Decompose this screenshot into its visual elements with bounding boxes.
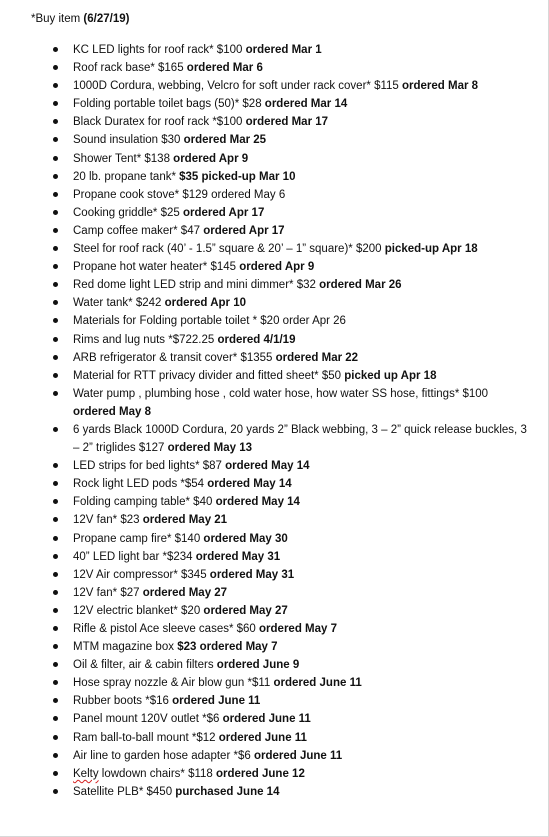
item-text (73, 750, 342, 762)
item-text (73, 641, 278, 653)
bullet-icon (53, 771, 58, 776)
bullet-icon (53, 192, 58, 197)
item-text (73, 279, 402, 291)
item-status: ordered May 7 (259, 623, 338, 635)
item-status: ordered Apr 17 (203, 224, 285, 237)
item-description: Roof rack base* $165 (73, 62, 187, 75)
item-status: ordered Mar 22 (275, 351, 359, 364)
list-item (31, 493, 538, 511)
item-text (73, 243, 478, 255)
item-description: Black Duratex for roof rack *$100 (73, 116, 246, 129)
list-item (31, 258, 538, 276)
list-item (31, 349, 538, 367)
item-description: LED strips for bed lights* $87 (73, 460, 226, 473)
item-text (73, 623, 337, 635)
item-text (73, 207, 264, 219)
bullet-icon (53, 463, 58, 468)
item-description: Cooking griddle* $25 (73, 206, 183, 219)
header-prefix: *Buy item (31, 13, 84, 25)
item-description: Materials for Folding portable toilet * $20 order Apr 26 (73, 315, 346, 328)
list-item (31, 475, 538, 493)
item-description: Ram ball-to-ball mount *$12 (73, 731, 219, 744)
item-description: 20 lb. propane tank* (73, 170, 180, 183)
item-text (73, 421, 538, 457)
bullet-icon (53, 626, 58, 631)
item-description: KC LED lights for roof rack* $100 (73, 44, 246, 56)
bullet-icon (53, 427, 58, 432)
item-text (73, 677, 362, 689)
list-item (31, 186, 538, 204)
item-description: Propane camp fire* $140 (73, 532, 204, 545)
list-item (31, 548, 538, 566)
list-item (31, 620, 538, 638)
list-item (31, 204, 538, 222)
item-text (73, 98, 347, 110)
item-description: 12V fan* $23 (73, 514, 143, 527)
bullet-icon (53, 716, 58, 721)
list-item (31, 584, 538, 602)
item-description: Folding camping table* $40 (73, 496, 216, 509)
item-status: ordered Apr 9 (239, 261, 315, 274)
item-text (73, 352, 358, 364)
list-item (31, 131, 538, 149)
item-status: ordered May 13 (167, 442, 252, 455)
item-text (73, 695, 260, 707)
item-text (73, 171, 295, 183)
bullet-icon (53, 536, 58, 541)
item-text (73, 569, 294, 581)
bullet-icon (53, 137, 58, 142)
bullet-icon (53, 590, 58, 595)
item-description: Propane hot water heater* $145 (73, 261, 240, 274)
bullet-icon (53, 662, 58, 667)
bullet-icon (53, 753, 58, 758)
bullet-icon (53, 680, 58, 685)
item-text (73, 551, 280, 563)
bullet-icon (53, 789, 58, 794)
item-text (73, 786, 279, 798)
item-description: Red dome light LED strip and mini dimmer* $32 (73, 279, 320, 292)
item-description: MTM magazine box (73, 641, 178, 654)
list-item (31, 530, 538, 548)
list-item (31, 602, 538, 620)
bullet-icon (53, 517, 58, 522)
item-description: Shower Tent* $138 (73, 152, 174, 165)
item-description: Material for RTT privacy divider and fitted sheet* $50 (73, 369, 345, 382)
bullet-icon (53, 337, 58, 342)
item-text (73, 80, 478, 92)
item-description: ARB refrigerator & transit cover* $1355 (73, 351, 276, 364)
bullet-icon (53, 101, 58, 106)
list-item (31, 41, 538, 59)
bullet-icon (53, 156, 58, 161)
item-status: ordered June 11 (172, 695, 261, 708)
list-item (31, 276, 538, 294)
item-status: ordered May 27 (203, 604, 288, 617)
item-description: 12V fan* $27 (73, 586, 143, 599)
list-item (31, 710, 538, 728)
list-item (31, 240, 538, 258)
list-item (31, 113, 538, 131)
item-status: ordered Mar 14 (264, 98, 348, 111)
item-status: ordered June 11 (218, 731, 307, 744)
bullet-icon (53, 282, 58, 287)
bullet-icon (53, 698, 58, 703)
item-description: Water pump , plumbing hose , cold water hose, how water SS hose, fittings* $100 (73, 387, 489, 400)
item-status: ordered Mar 6 (186, 62, 263, 75)
bullet-icon (53, 228, 58, 233)
bullet-icon (53, 355, 58, 360)
item-status: ordered May 27 (142, 586, 228, 599)
item-description: Oil & filter, air & cabin filters (73, 659, 217, 672)
item-status: ordered Apr 17 (182, 206, 265, 219)
bullet-icon (53, 264, 58, 269)
item-text (73, 334, 295, 346)
item-text (73, 713, 311, 725)
item-description: Panel mount 120V outlet *$6 (73, 713, 223, 726)
item-description: Sound insulation $30 (73, 134, 184, 147)
item-status: ordered June 11 (222, 713, 311, 726)
bullet-icon (53, 318, 58, 323)
item-description: lowdown chairs* $118 (98, 767, 216, 780)
item-status: ordered Apr 9 (173, 152, 249, 165)
list-item (31, 385, 538, 421)
item-description: 12V electric blanket* $20 (73, 604, 204, 617)
list-item (31, 656, 538, 674)
bullet-icon (53, 391, 58, 396)
list-item (31, 312, 538, 330)
list-item (31, 692, 538, 710)
item-text (73, 225, 285, 237)
item-text (73, 768, 305, 780)
item-status: ordered Mar 25 (183, 134, 267, 147)
list-item (31, 331, 538, 349)
item-text (73, 116, 328, 128)
list-item (31, 783, 538, 801)
header-date: (6/27/19) (83, 13, 130, 25)
item-status: $35 picked-up Mar 10 (179, 170, 296, 183)
item-text (73, 605, 288, 617)
item-text (73, 732, 307, 744)
item-status: ordered 4/1/19 (217, 333, 296, 346)
item-status: ordered May 30 (203, 532, 288, 545)
item-status: ordered May 31 (209, 568, 295, 581)
item-description: Folding portable toilet bags (50)* $28 (73, 98, 265, 111)
item-description: Steel for roof rack (40’ - 1.5” square & 20’ – 1” square)* $200 (73, 243, 385, 256)
list-item (31, 566, 538, 584)
item-status: ordered May 21 (142, 514, 228, 527)
bullet-icon (53, 644, 58, 649)
list-item (31, 638, 538, 656)
item-description: Rims and lug nuts *$722.25 (73, 333, 218, 346)
list-item (31, 421, 538, 457)
item-text (73, 659, 299, 671)
item-text (73, 315, 346, 327)
list-item (31, 95, 538, 113)
bullet-icon (53, 735, 58, 740)
item-text (73, 533, 288, 545)
bullet-icon (53, 246, 58, 251)
list-item (31, 294, 538, 312)
item-text (73, 297, 246, 309)
list-item (31, 168, 538, 186)
bullet-icon (53, 373, 58, 378)
item-text (73, 385, 538, 421)
bullet-icon (53, 47, 58, 52)
item-description: 1000D Cordura, webbing, Velcro for soft under rack cover* $115 (73, 80, 402, 93)
bullet-icon (53, 83, 58, 88)
item-status: ordered June 11 (253, 749, 343, 762)
item-status: purchased June 14 (175, 785, 280, 798)
list-header (31, 10, 538, 28)
item-status: ordered Apr 10 (164, 297, 247, 310)
item-text (73, 478, 292, 490)
bullet-icon (53, 119, 58, 124)
item-status: ordered May 14 (207, 478, 292, 491)
list-item (31, 729, 538, 747)
item-status: ordered May 8 (73, 405, 151, 418)
item-text (73, 587, 227, 599)
item-description: Air line to garden hose adapter *$6 (73, 749, 254, 762)
item-text (73, 370, 436, 382)
item-description: 40” LED light bar *$234 (73, 550, 196, 563)
item-status: ordered Mar 1 (245, 44, 322, 56)
item-status: ordered May 31 (195, 550, 281, 563)
list-item (31, 765, 538, 783)
item-status: ordered Mar 17 (245, 116, 329, 129)
item-description: Water tank* $242 (73, 297, 165, 310)
item-description: 6 yards Black 1000D Cordura, 20 yards 2” Black webbing, 3 – 2” quick release buckles, 3 – 2” triglides $127 (73, 423, 527, 455)
bullet-icon (53, 608, 58, 613)
bullet-icon (53, 174, 58, 179)
item-text (73, 514, 227, 526)
item-text (73, 44, 322, 56)
list-item (31, 747, 538, 765)
item-status: ordered Mar 8 (402, 80, 479, 93)
item-status: picked up Apr 18 (344, 369, 437, 382)
item-status: ordered June 9 (216, 659, 300, 672)
item-description: Rubber boots *$16 (73, 695, 173, 708)
item-description: Rifle & pistol Ace sleeve cases* $60 (73, 623, 260, 635)
item-description: Rock light LED pods *$54 (73, 478, 208, 491)
item-text (73, 460, 310, 472)
purchase-list (31, 41, 538, 801)
bullet-icon (53, 499, 58, 504)
item-misspelled-word: Kelty (73, 767, 99, 780)
item-description: Hose spray nozzle & Air blow gun *$11 (73, 677, 274, 690)
list-item (31, 367, 538, 385)
list-item (31, 457, 538, 475)
item-text (73, 134, 266, 146)
item-text (73, 261, 314, 273)
item-status: ordered Mar 26 (319, 279, 402, 292)
item-status: picked-up Apr 18 (384, 243, 478, 256)
list-item (31, 150, 538, 168)
item-status: ordered June 12 (216, 767, 305, 780)
item-status: $23 ordered May 7 (177, 641, 278, 654)
item-status: ordered June 11 (273, 677, 362, 690)
list-item (31, 59, 538, 77)
list-item (31, 674, 538, 692)
list-item (31, 511, 538, 529)
item-text (73, 62, 263, 74)
item-description: 12V Air compressor* $345 (73, 568, 210, 581)
item-text (73, 153, 248, 165)
bullet-icon (53, 210, 58, 215)
bullet-icon (53, 481, 58, 486)
item-description: Camp coffee maker* $47 (73, 224, 204, 237)
bullet-icon (53, 300, 58, 305)
list-item (31, 222, 538, 240)
item-text (73, 189, 285, 201)
bullet-icon (53, 65, 58, 70)
bullet-icon (53, 572, 58, 577)
item-description: Satellite PLB* $450 (73, 785, 176, 798)
item-status: ordered May 14 (215, 496, 300, 509)
bullet-icon (53, 554, 58, 559)
item-description: Propane cook stove* $129 ordered May 6 (73, 188, 286, 201)
list-item (31, 77, 538, 95)
item-text (73, 496, 300, 508)
item-status: ordered May 14 (225, 460, 310, 473)
